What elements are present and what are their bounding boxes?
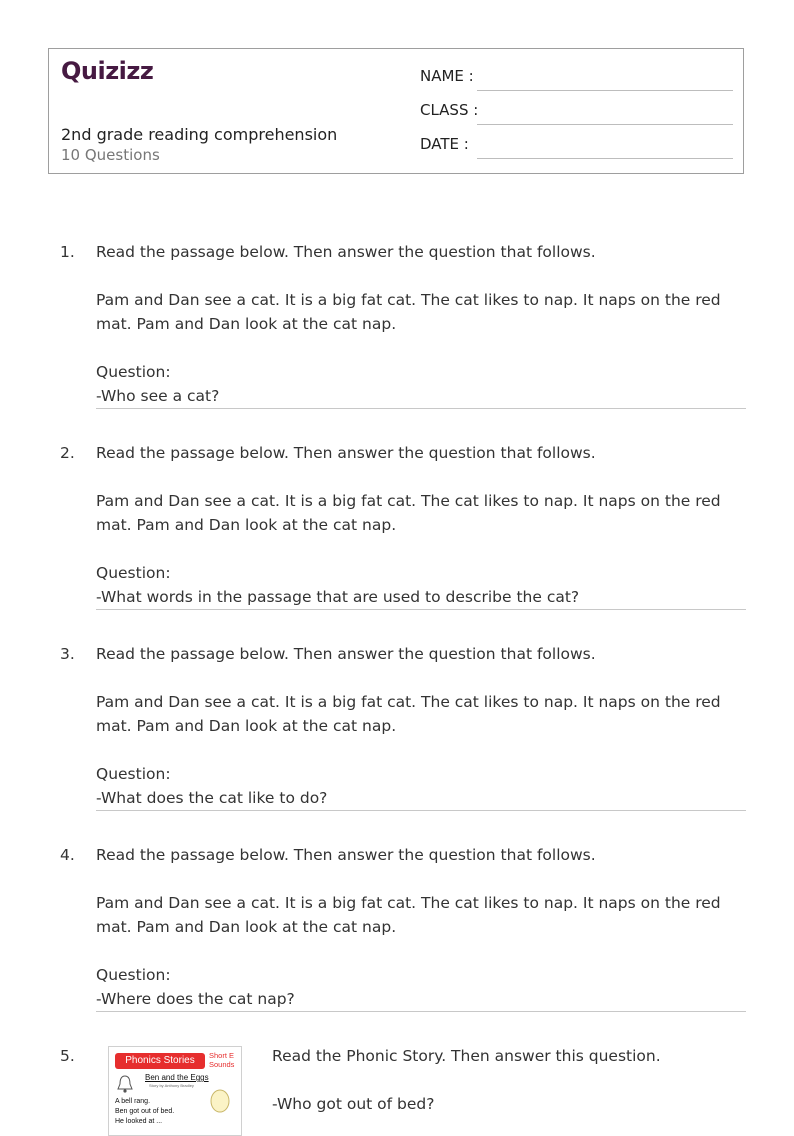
question-number: 4. xyxy=(60,846,75,864)
date-field[interactable] xyxy=(420,135,733,159)
class-label: CLASS : xyxy=(420,101,479,119)
question-body xyxy=(96,642,746,810)
question-body xyxy=(96,843,746,1011)
answer-line[interactable] xyxy=(96,609,746,610)
name-field[interactable] xyxy=(420,67,733,91)
question-label: Question: xyxy=(96,564,171,582)
question-body xyxy=(96,240,746,408)
question-passage: Pam and Dan see a cat. It is a big fat cat. The cat likes to nap. It naps on the red mat. Pam and Dan look at the cat nap. xyxy=(96,693,721,735)
question-passage: Pam and Dan see a cat. It is a big fat cat. The cat likes to nap. It naps on the red mat. Pam and Dan look at the cat nap. xyxy=(96,291,721,333)
question-text: -What words in the passage that are used to describe the cat? xyxy=(96,588,580,606)
story-line: Ben got out of bed. xyxy=(115,1108,175,1115)
story-line: He looked at ... xyxy=(115,1118,163,1125)
question-passage: Pam and Dan see a cat. It is a big fat cat. The cat likes to nap. It naps on the red mat. Pam and Dan look at the cat nap. xyxy=(96,492,721,534)
bell-icon xyxy=(117,1075,133,1093)
question-body xyxy=(96,441,746,609)
worksheet-header xyxy=(48,48,744,174)
story-banner: Phonics Stories xyxy=(115,1053,205,1069)
question-text: -Where does the cat nap? xyxy=(96,990,295,1008)
egg-icon xyxy=(209,1087,231,1113)
question-number: 2. xyxy=(60,444,75,462)
question-label: Question: xyxy=(96,363,171,381)
question-instruction: Read the passage below. Then answer the question that follows. xyxy=(96,846,596,864)
question-label: Question: xyxy=(96,765,171,783)
name-label: NAME : xyxy=(420,67,474,85)
worksheet-title: 2nd grade reading comprehension xyxy=(61,125,338,144)
question-number: 3. xyxy=(60,645,75,663)
question-number: 5. xyxy=(60,1047,75,1065)
class-line[interactable] xyxy=(477,124,733,125)
answer-line[interactable] xyxy=(96,1011,746,1012)
date-label: DATE : xyxy=(420,135,469,153)
question-instruction: Read the Phonic Story. Then answer this question. xyxy=(272,1047,661,1065)
date-line[interactable] xyxy=(477,158,733,159)
name-line[interactable] xyxy=(477,90,733,91)
answer-line[interactable] xyxy=(96,810,746,811)
story-line: A bell rang. xyxy=(115,1098,151,1105)
question-body xyxy=(272,1044,692,1116)
story-heading: Ben and the Eggs xyxy=(145,1073,209,1082)
question-instruction: Read the passage below. Then answer the question that follows. xyxy=(96,243,596,261)
story-byline: Story by Anthony Bradley xyxy=(149,1083,194,1088)
question-text: -Who see a cat? xyxy=(96,387,220,405)
question-count: 10 Questions xyxy=(61,146,160,164)
question-passage: Pam and Dan see a cat. It is a big fat cat. The cat likes to nap. It naps on the red mat. Pam and Dan look at the cat nap. xyxy=(96,894,721,936)
story-tag: Short E Sounds xyxy=(209,1051,235,1069)
question-text: -What does the cat like to do? xyxy=(96,789,328,807)
question-number: 1. xyxy=(60,243,75,261)
class-field[interactable] xyxy=(420,101,733,125)
question-instruction: Read the passage below. Then answer the question that follows. xyxy=(96,645,596,663)
answer-line[interactable] xyxy=(96,408,746,409)
quizizz-logo: Quizizz xyxy=(61,57,154,85)
question-instruction: Read the passage below. Then answer the question that follows. xyxy=(96,444,596,462)
question-label: Question: xyxy=(96,966,171,984)
question-text: -Who got out of bed? xyxy=(272,1095,435,1113)
